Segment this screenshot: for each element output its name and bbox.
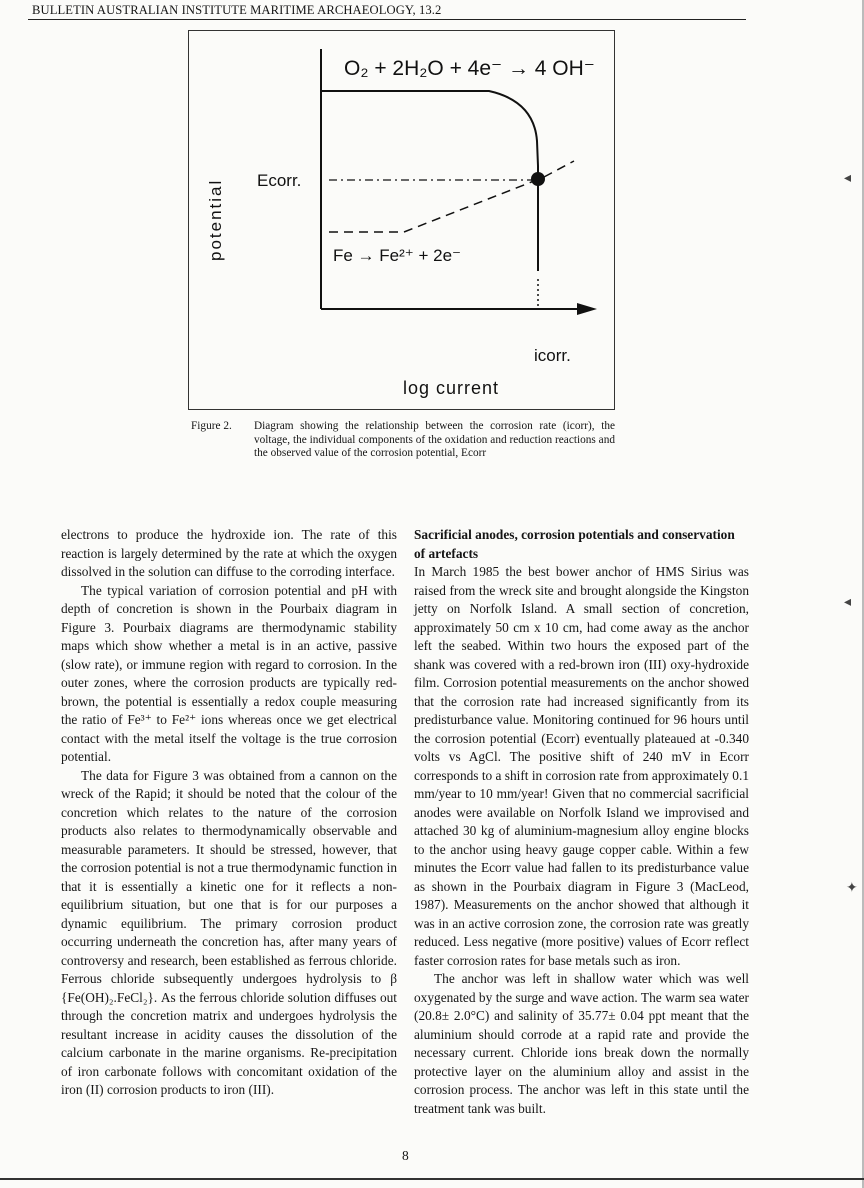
oxidation-curve — [329, 181, 534, 232]
ecorr-label: Ecorr. — [257, 171, 302, 190]
oxidation-equation: Fe → Fe²⁺ + 2e⁻ — [333, 246, 462, 265]
right-column — [414, 526, 749, 1118]
caption-text: Diagram showing the relationship between the corrosion rate (icorr), the voltage, the individual components of the oxidation and reduction reactions and the observed value of the corrosion potential, Ecorr — [254, 420, 615, 460]
paragraph: The data for Figure 3 was obtained from a cannon on the wreck of the Rapid; it should be noted that the colour of the concretion which relates to the nature of the corrosion products also relates to thermodynamically observable and measurable parameters. It should be stressed, however, that the corrosion potential is not a true thermodynamic function in that it is essentially a kinetic one for it reflects a non-equilibrium situation, but one that is for our purposes a dynamic equilibrium. The primary corrosion product occurring underneath the concretion has, after many years of controversy and research, been established as ferrous chloride. Ferrous chloride subsequently undergoes hydrolysis to β {Fe(OH)₂.FeCl₂}. As the ferrous chloride solution diffuses out through the concretion matrix and undergoes hydrolysis the resultant increase in acidity causes the dissolution of the calcium carbonate in the marine organisms. Re-precipitation of iron carbonate follows with concomitant oxidation of the iron (II) corrosion products to iron (III). — [61, 767, 397, 1097]
paragraph: In March 1985 the best bower anchor of HMS Sirius was raised from the wreck site and brought alongside the Kingston jetty on Norfolk Island. A small section of concretion, approximately 50 cm x 10 cm, had come away as the anchor left the seabed. Within two hours the exposed part of the shank was covered with a red-brown iron (III) oxy-hydroxide film. Corrosion potential measurements on the anchor showed that the corrosion rate had increased significantly from its predisturbance value. Monitoring continued for 96 hours until the corrosion potential (Ecorr) eventually plateaued at -0.340 volts vs AgCl. The positive shift of 240 mV in Ecorr corresponds to a shift in corrosion rate from approximately 0.1 mm/year to 10 mm/year! Given that no commercial sacrificial anodes were available on Norfolk Island we improvised and attached 30 kg of aluminium-magnesium alloy engine blocks to the anchor using heavy gauge copper cable. Within a few minutes the Ecorr value had fallen to its predisturbance value as shown in the Pourbaix diagram in Figure 3 (MacLeod, 1987). Measurements on the anchor showed that although it was in an active corrosion zone, the corrosion rate was greatly reduced. Less negative (more positive) values of Ecorr reflect faster corrosion rates for base metals such as iron. — [414, 564, 749, 968]
x-axis-arrow-icon — [577, 303, 597, 315]
section-heading: Sacrificial anodes, corrosion potentials and conservation of artefacts — [414, 527, 735, 561]
paragraph: electrons to produce the hydroxide ion. The rate of this reaction is largely determined by the rate at which the oxygen dissolved in the solution can diffuse to the corroding interface. — [61, 527, 397, 579]
x-axis-label: log current — [403, 378, 500, 398]
corrosion-diagram — [189, 31, 616, 411]
running-title: BULLETIN AUSTRALIAN INSTITUTE MARITIME ARCHAEOLOGY, 13.2 — [32, 3, 442, 17]
header-rule — [28, 19, 746, 20]
corrosion-point-icon — [531, 172, 545, 186]
figure-caption — [191, 420, 615, 461]
bottom-rule — [0, 1178, 864, 1180]
reduction-equation: O₂ + 2H₂O + 4e⁻ → 4 OH⁻ — [344, 57, 595, 80]
oxidation-extension — [544, 161, 574, 177]
paragraph: The anchor was left in shallow water which was well oxygenated by the surge and wave action. The warm sea water (20.8± 2.0°C) and salinity of 35.77± 0.04 ppt meant that the aluminium should corrode at a rapid rate and provide the necessary current. Chloride ions break down the normally protective layer on the aluminium alloy and assist in the corrosion process. The anchor was left in this state until the treatment tank was built. — [414, 971, 749, 1116]
left-column — [61, 526, 397, 1100]
icorr-label: icorr. — [534, 346, 571, 365]
caption-label: Figure 2. — [191, 420, 232, 432]
margin-mark-icon: ◂ — [844, 171, 852, 186]
y-axis-label: potential — [206, 178, 225, 261]
paragraph: The typical variation of corrosion potential and pH with depth of concretion is shown in the Pourbaix diagram in Figure 3. Pourbaix diagrams are thermodynamic stability maps which show whether a metal is in an active, passive (slow rate), or immune region with regard to corrosion. In the outer zones, where the corrosion products are typically red-brown, the potential is essentially a redox couple measuring the ratio of Fe³⁺ to Fe²⁺ ions whereas once we get electrical contact with the metal itself the voltage is the true corrosion potential. — [61, 582, 397, 764]
figure-2 — [188, 30, 615, 410]
margin-mark-icon: ◂ — [844, 595, 852, 610]
page-number: 8 — [402, 1148, 409, 1163]
margin-mark-icon: ✦ — [846, 881, 858, 896]
reduction-curve — [321, 91, 538, 271]
